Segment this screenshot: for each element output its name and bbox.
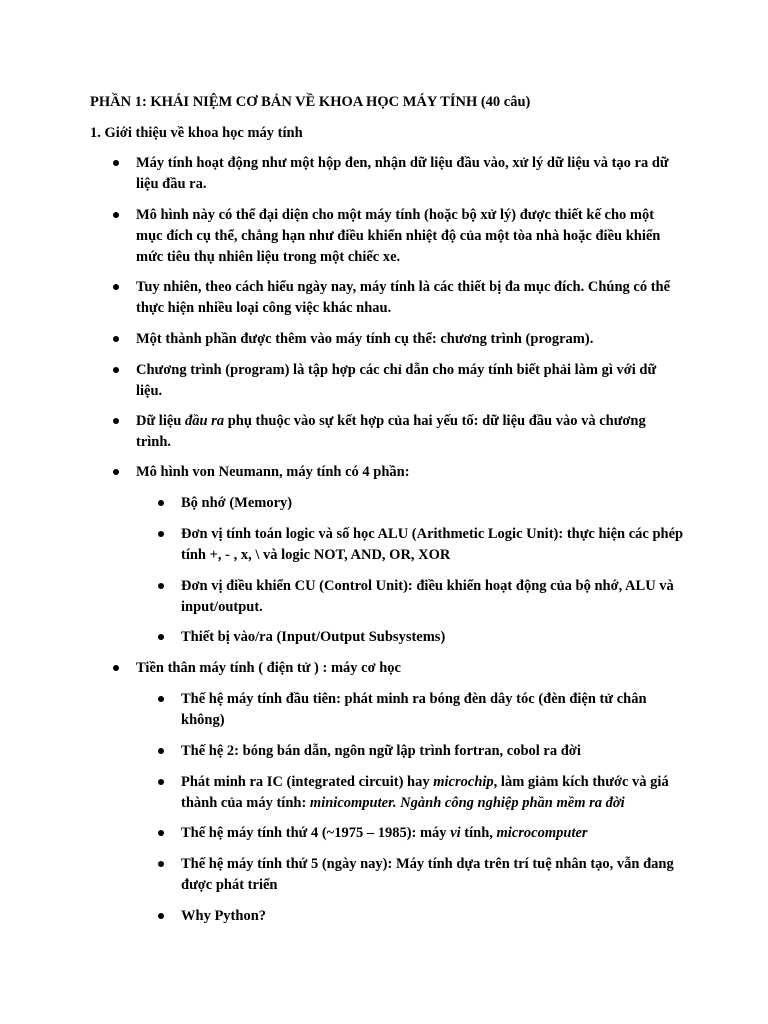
item-text-italic: đầu ra <box>184 413 225 429</box>
item-text: tính, <box>460 825 497 841</box>
bullet-icon <box>158 861 164 867</box>
list-item: Chương trình (program) là tập hợp các chỉ dẫn cho máy tính biết phải làm gì với dữ liệu. <box>136 362 657 399</box>
list-item: Mô hình von Neumann, máy tính có 4 phần: <box>136 464 410 480</box>
bullet-icon <box>158 779 164 785</box>
item-text-italic: microcomputer <box>496 825 588 841</box>
bullet-icon <box>113 469 119 475</box>
sub-list-item: Thế hệ máy tính đầu tiên: phát minh ra bóng đèn dây tóc (đèn điện tử chân không) <box>181 691 647 728</box>
bullet-icon <box>158 634 164 640</box>
bullet-icon <box>113 418 119 424</box>
list-item: Mô hình này có thể đại diện cho một máy tính (hoặc bộ xử lý) được thiết kế cho một mục đích cụ thể, chẳng hạn như điều khiển nhiệt độ của một tòa nhà hoặc điều khiển mức tiêu thụ nhiên liệu trong một chiếc xe. <box>136 207 661 265</box>
item-text: Phát minh ra IC (integrated circuit) hay <box>181 774 434 790</box>
sub-list-item: Bộ nhớ (Memory) <box>181 495 293 511</box>
section-heading: PHẦN 1: KHÁI NIỆM CƠ BẢN VỀ KHOA HỌC MÁY TÍNH (40 câu) <box>90 94 531 110</box>
bullet-icon <box>158 696 164 702</box>
item-text: Thế hệ máy tính thứ 4 (~1975 – 1985): máy <box>181 825 451 841</box>
sub-list-item <box>181 823 684 844</box>
sub-list-item: Thế hệ 2: bóng bán dẫn, ngôn ngữ lập trình fortran, cobol ra đời <box>181 743 581 759</box>
bullet-icon <box>158 500 164 506</box>
sub-list-item: Why Python? <box>181 908 267 924</box>
list-item <box>136 411 684 453</box>
bullet-icon <box>113 336 119 342</box>
list-item: Một thành phần được thêm vào máy tính cụ thể: chương trình (program). <box>136 331 594 347</box>
sub-list-item: Đơn vị tính toán logic và số học ALU (Arithmetic Logic Unit): thực hiện các phép tính +, - , x, \ và logic NOT, AND, OR, XOR <box>181 526 684 563</box>
list-item: Tiền thân máy tính ( điện tử ) : máy cơ học <box>136 660 401 676</box>
bullet-icon <box>158 830 164 836</box>
item-text: , làm giảm kích thước và giá thành của máy tính: <box>181 774 669 811</box>
sub-list-item: Đơn vị điều khiển CU (Control Unit): điều khiển hoạt động của bộ nhớ, ALU và input/output. <box>181 578 674 615</box>
item-text-italic: vi <box>450 825 461 841</box>
sub-list-item <box>181 772 684 814</box>
bullet-icon <box>113 160 119 166</box>
bullet-icon <box>158 583 164 589</box>
item-text-italic: minicomputer. Ngành công nghiệp phần mềm ra đời <box>309 795 625 811</box>
bullet-icon <box>158 913 164 919</box>
sub-list-item: Thiết bị vào/ra (Input/Output Subsystems) <box>181 629 446 645</box>
sub-list-item: Thế hệ máy tính thứ 5 (ngày nay): Máy tính dựa trên trí tuệ nhân tạo, vẫn đang được phát triển <box>181 856 674 893</box>
subsection-heading: 1. Giới thiệu về khoa học máy tính <box>90 125 303 141</box>
list-item: Máy tính hoạt động như một hộp đen, nhận dữ liệu đầu vào, xử lý dữ liệu và tạo ra dữ liệu đầu ra. <box>136 155 669 192</box>
bullet-icon <box>113 212 119 218</box>
bullet-icon <box>113 665 119 671</box>
item-text: Dữ liệu <box>136 413 185 429</box>
item-text: phụ thuộc vào sự kết hợp của hai yếu tố: dữ liệu đầu vào và chương trình. <box>136 413 646 450</box>
item-text-italic: microchip <box>433 774 494 790</box>
list-item: Tuy nhiên, theo cách hiểu ngày nay, máy tính là các thiết bị đa mục đích. Chúng có thể thực hiện nhiều loại công việc khác nhau. <box>136 279 671 316</box>
bullet-icon <box>158 748 164 754</box>
bullet-icon <box>113 284 119 290</box>
bullet-icon <box>113 367 119 373</box>
bullet-icon <box>158 531 164 537</box>
